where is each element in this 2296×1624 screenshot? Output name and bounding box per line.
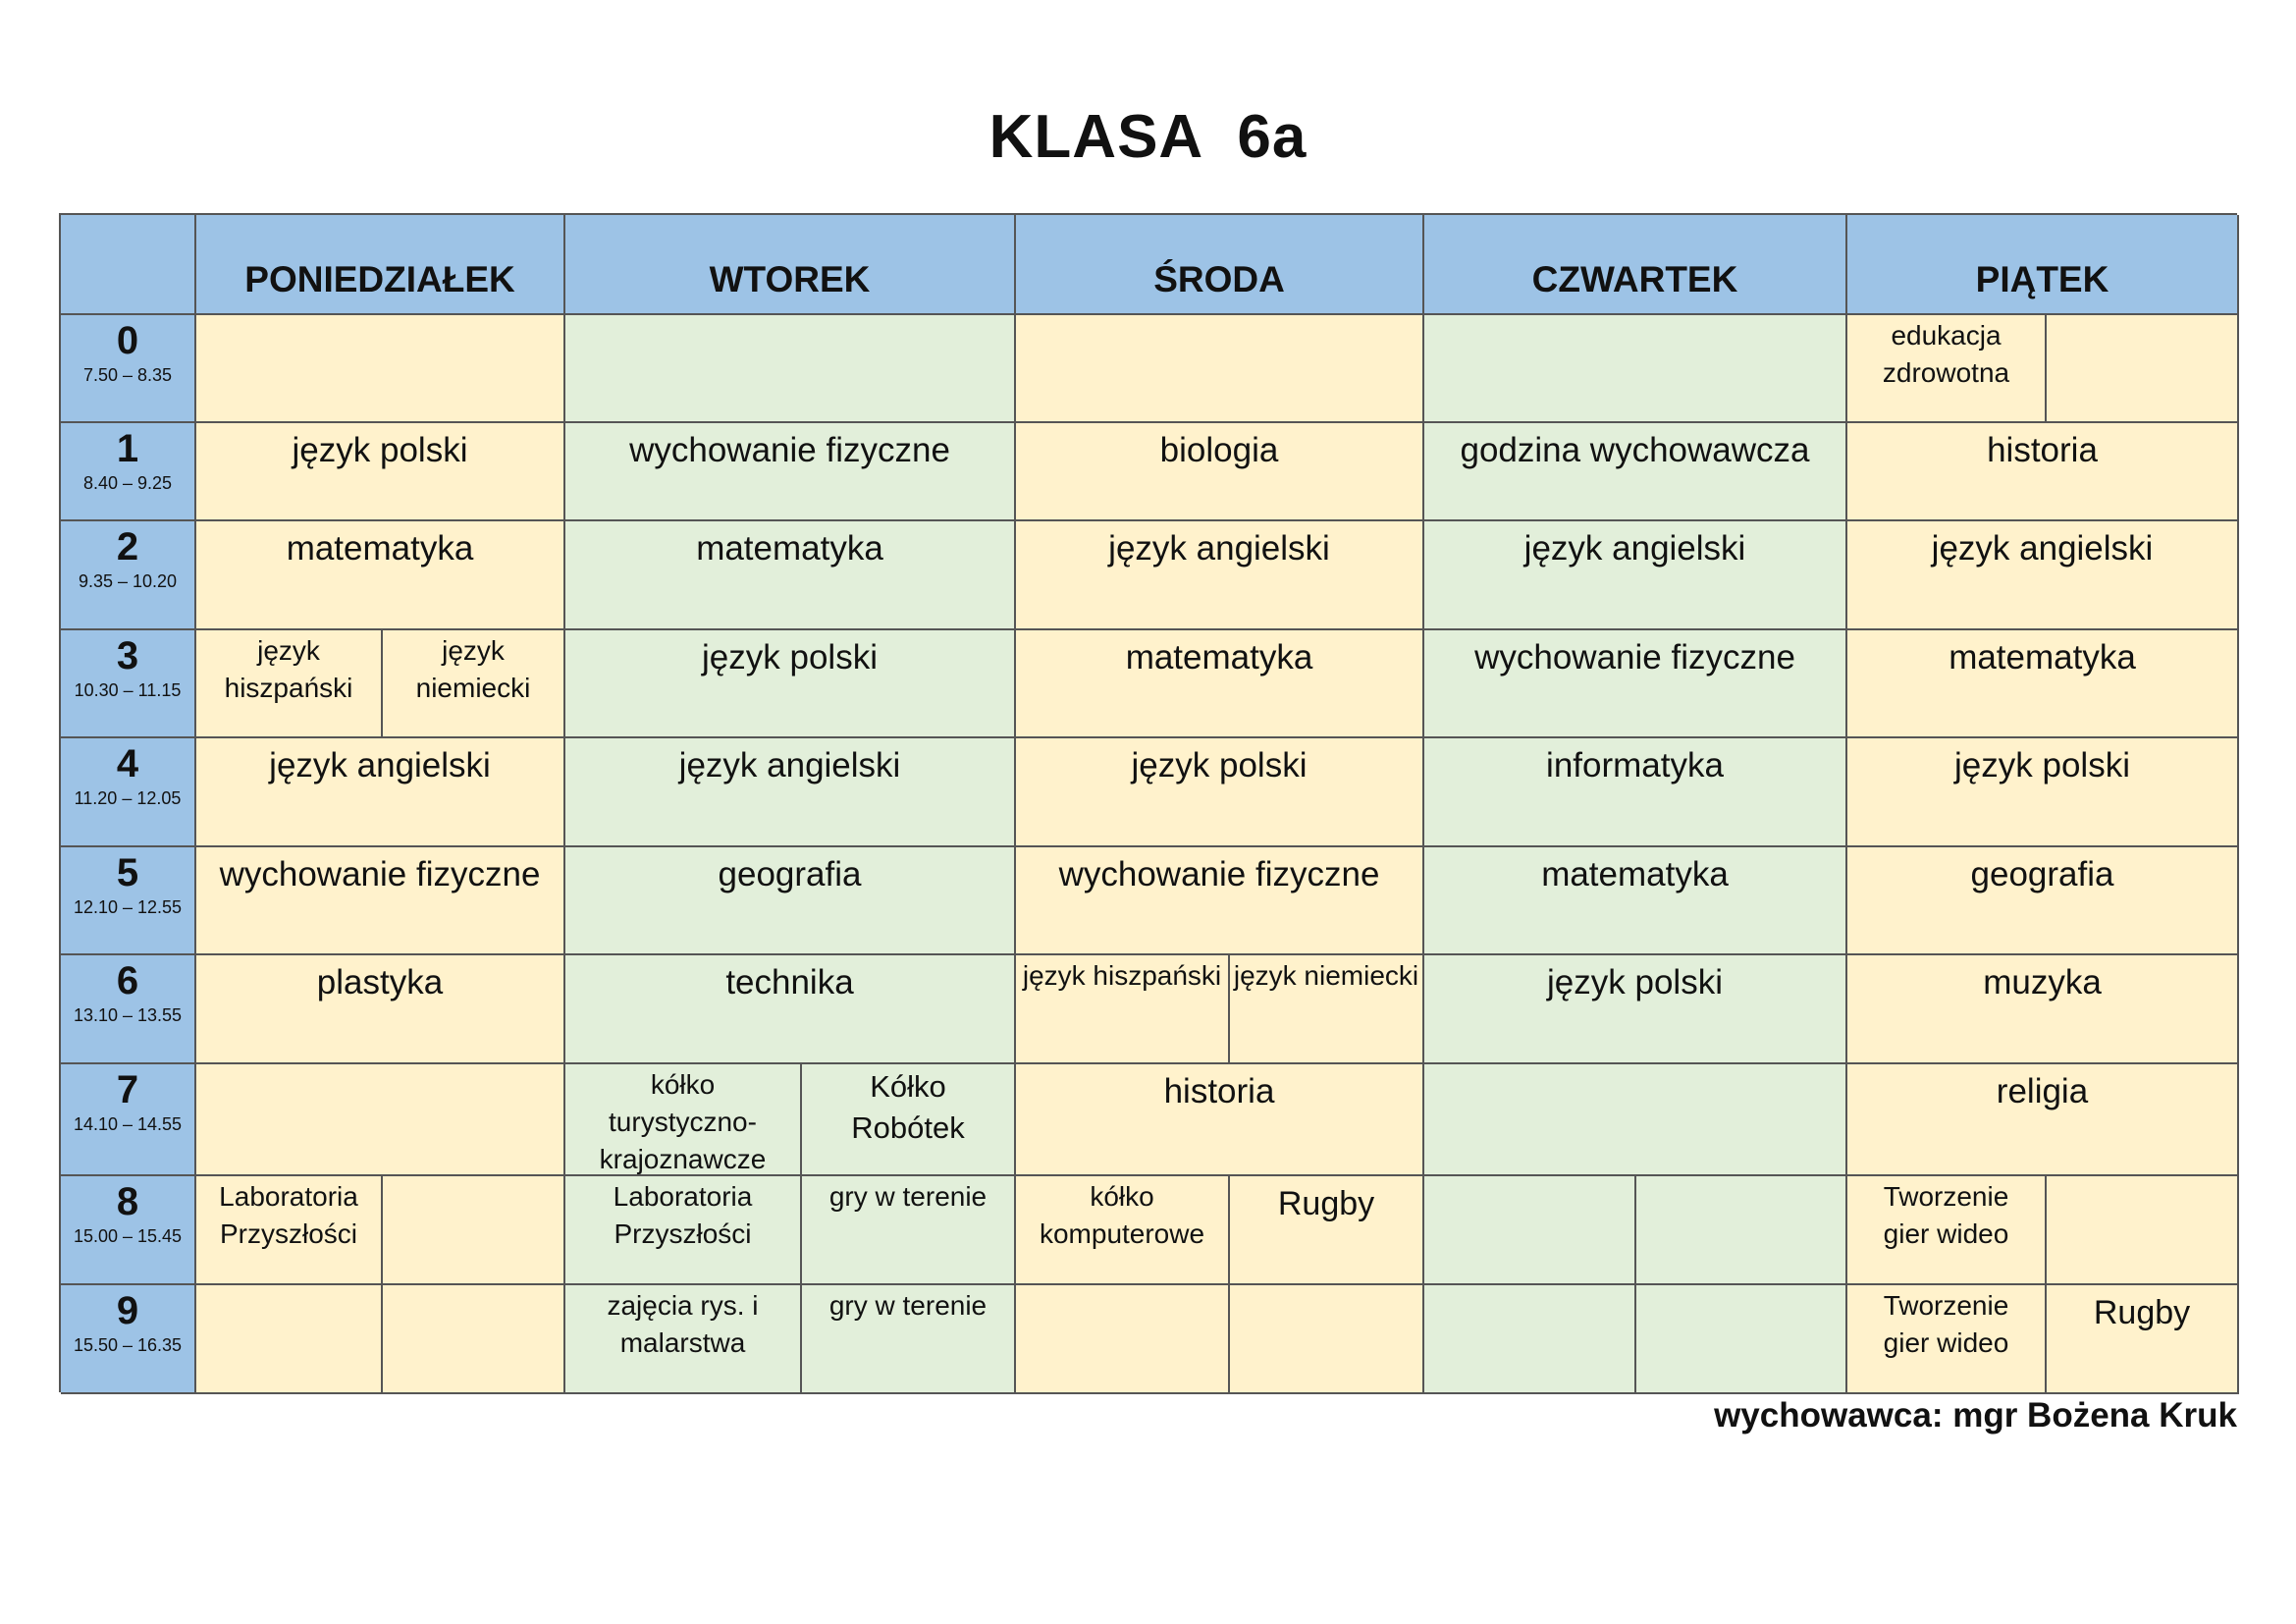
period-number: 3 bbox=[116, 634, 139, 677]
lesson-cell: język hiszpański bbox=[196, 630, 383, 738]
lesson-cell: matematyka bbox=[565, 521, 1016, 630]
lesson-cell: biologia bbox=[1016, 423, 1424, 521]
lesson-cell: geografia bbox=[1847, 847, 2239, 955]
lesson-cell: muzyka bbox=[1847, 955, 2239, 1064]
corner-cell bbox=[61, 215, 196, 315]
lesson-cell bbox=[1424, 1176, 1636, 1285]
lesson-cell: język angielski bbox=[196, 738, 565, 847]
lesson-cell bbox=[383, 1285, 565, 1394]
lesson-cell: matematyka bbox=[196, 521, 565, 630]
day-header-tuesday: WTOREK bbox=[565, 215, 1016, 315]
lesson-cell: Rugby bbox=[1230, 1176, 1424, 1285]
day-header-wednesday: ŚRODA bbox=[1016, 215, 1424, 315]
day-header-friday: PIĄTEK bbox=[1847, 215, 2239, 315]
lesson-cell bbox=[196, 1064, 565, 1176]
lesson-cell: Tworzenie gier wideo bbox=[1847, 1285, 2047, 1394]
lesson-cell: język polski bbox=[565, 630, 1016, 738]
period-number: 9 bbox=[116, 1289, 139, 1332]
lesson-cell: wychowanie fizyczne bbox=[196, 847, 565, 955]
lesson-cell: język niemiecki bbox=[383, 630, 565, 738]
period-number: 2 bbox=[116, 525, 139, 568]
lesson-cell bbox=[1016, 315, 1424, 423]
lesson-cell: język polski bbox=[196, 423, 565, 521]
period-8 bbox=[61, 1176, 196, 1285]
lesson-cell bbox=[2047, 1176, 2239, 1285]
period-3 bbox=[61, 630, 196, 738]
period-number: 0 bbox=[116, 319, 139, 362]
lesson-cell bbox=[1424, 1064, 1847, 1176]
lesson-cell: język angielski bbox=[1016, 521, 1424, 630]
period-number: 1 bbox=[116, 427, 139, 470]
lesson-cell: zajęcia rys. i malarstwa bbox=[565, 1285, 802, 1394]
lesson-cell: edukacja zdrowotna bbox=[1847, 315, 2047, 423]
lesson-cell: plastyka bbox=[196, 955, 565, 1064]
lesson-cell: Laboratoria Przyszłości bbox=[196, 1176, 383, 1285]
period-4 bbox=[61, 738, 196, 847]
period-6 bbox=[61, 955, 196, 1064]
lesson-cell: język hiszpański bbox=[1016, 955, 1230, 1064]
lesson-cell: język angielski bbox=[1847, 521, 2239, 630]
period-time: 15.00 – 15.45 bbox=[73, 1226, 183, 1246]
period-time: 10.30 – 11.15 bbox=[74, 680, 182, 700]
lesson-cell: kółko komputerowe bbox=[1016, 1176, 1230, 1285]
lesson-cell: wychowanie fizyczne bbox=[565, 423, 1016, 521]
period-number: 4 bbox=[116, 742, 139, 785]
lesson-cell: informatyka bbox=[1424, 738, 1847, 847]
lesson-cell bbox=[1424, 1285, 1636, 1394]
lesson-cell: technika bbox=[565, 955, 1016, 1064]
period-number: 6 bbox=[116, 959, 139, 1002]
period-5 bbox=[61, 847, 196, 955]
lesson-cell: matematyka bbox=[1847, 630, 2239, 738]
lesson-cell bbox=[1016, 1285, 1230, 1394]
period-time: 9.35 – 10.20 bbox=[78, 571, 178, 591]
lesson-cell bbox=[1230, 1285, 1424, 1394]
lesson-cell: historia bbox=[1847, 423, 2239, 521]
lesson-cell: język angielski bbox=[565, 738, 1016, 847]
lesson-cell: geografia bbox=[565, 847, 1016, 955]
period-1 bbox=[61, 423, 196, 521]
lesson-cell: wychowanie fizyczne bbox=[1016, 847, 1424, 955]
lesson-cell: Tworzenie gier wideo bbox=[1847, 1176, 2047, 1285]
period-number: 7 bbox=[116, 1068, 139, 1111]
lesson-cell bbox=[2047, 315, 2239, 423]
period-0 bbox=[61, 315, 196, 423]
period-time: 11.20 – 12.05 bbox=[74, 788, 182, 808]
lesson-cell: Rugby bbox=[2047, 1285, 2239, 1394]
class-teacher-note: wychowawca: mgr Bożena Kruk bbox=[1714, 1396, 2237, 1435]
period-time: 8.40 – 9.25 bbox=[82, 473, 173, 493]
lesson-cell bbox=[383, 1176, 565, 1285]
lesson-cell: Kółko Robótek bbox=[802, 1064, 1016, 1176]
period-number: 8 bbox=[116, 1180, 139, 1223]
lesson-cell bbox=[1424, 315, 1847, 423]
lesson-cell: historia bbox=[1016, 1064, 1424, 1176]
lesson-cell bbox=[1636, 1285, 1847, 1394]
timetable bbox=[59, 213, 2237, 1392]
lesson-cell bbox=[196, 1285, 383, 1394]
lesson-cell: język polski bbox=[1847, 738, 2239, 847]
period-time: 7.50 – 8.35 bbox=[82, 365, 173, 385]
lesson-cell: wychowanie fizyczne bbox=[1424, 630, 1847, 738]
period-time: 14.10 – 14.55 bbox=[73, 1114, 183, 1134]
lesson-cell: matematyka bbox=[1016, 630, 1424, 738]
period-9 bbox=[61, 1285, 196, 1394]
lesson-cell: matematyka bbox=[1424, 847, 1847, 955]
lesson-cell: gry w terenie bbox=[802, 1285, 1016, 1394]
lesson-cell: kółko turystyczno-krajoznawcze bbox=[565, 1064, 802, 1176]
period-2 bbox=[61, 521, 196, 630]
lesson-cell: godzina wychowawcza bbox=[1424, 423, 1847, 521]
lesson-cell: religia bbox=[1847, 1064, 2239, 1176]
lesson-cell: język niemiecki bbox=[1230, 955, 1424, 1064]
lesson-cell: gry w terenie bbox=[802, 1176, 1016, 1285]
day-header-monday: PONIEDZIAŁEK bbox=[196, 215, 565, 315]
day-header-thursday: CZWARTEK bbox=[1424, 215, 1847, 315]
page-title: KLASA 6a bbox=[988, 103, 1308, 171]
lesson-cell: język polski bbox=[1016, 738, 1424, 847]
lesson-cell bbox=[196, 315, 565, 423]
lesson-cell bbox=[565, 315, 1016, 423]
period-time: 13.10 – 13.55 bbox=[73, 1005, 183, 1025]
lesson-cell bbox=[1636, 1176, 1847, 1285]
period-7 bbox=[61, 1064, 196, 1176]
period-time: 12.10 – 12.55 bbox=[73, 897, 183, 917]
lesson-cell: język angielski bbox=[1424, 521, 1847, 630]
lesson-cell: język polski bbox=[1424, 955, 1847, 1064]
period-number: 5 bbox=[116, 851, 139, 894]
lesson-cell: Laboratoria Przyszłości bbox=[565, 1176, 802, 1285]
period-time: 15.50 – 16.35 bbox=[73, 1335, 183, 1355]
